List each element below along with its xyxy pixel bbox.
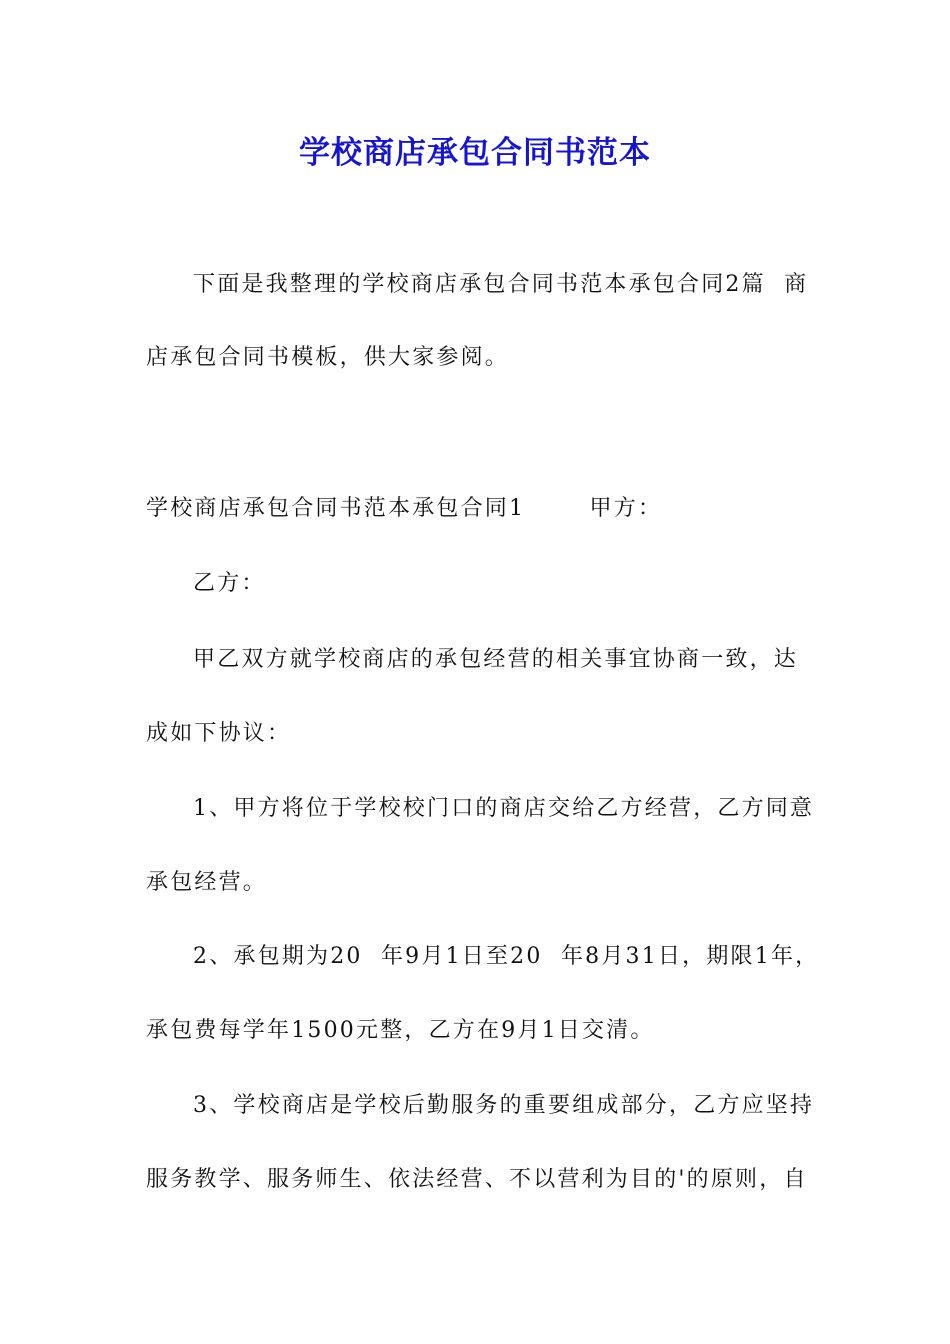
paragraph-line: 承包经营。: [146, 870, 268, 895]
paragraph-line: 服务教学、服务师生、依法经营、不以营利为目的'的原则，自: [146, 1167, 808, 1192]
section-heading-line: 学校商店承包合同书范本承包合同1 甲方：: [146, 496, 663, 521]
paragraph-line: 1、甲方将位于学校校门口的商店交给乙方经营，乙方同意: [193, 796, 815, 821]
document-title: 学校商店承包合同书范本: [299, 135, 651, 171]
paragraph-line: 甲乙双方就学校商店的承包经营的相关事宜协商一致，达: [193, 647, 799, 672]
paragraph-line: 乙方：: [193, 571, 266, 596]
paragraph-line: 下面是我整理的学校商店承包合同书范本承包合同2篇 商: [193, 272, 809, 297]
paragraph-line: 店承包合同书模板，供大家参阅。: [146, 345, 510, 370]
paragraph-line: 承包费每学年1500元整，乙方在9月1日交清。: [146, 1018, 655, 1043]
paragraph-line: 成如下协议：: [146, 721, 292, 746]
paragraph-line: 2、承包期为20 年9月1日至20 年8月31日，期限1年，: [193, 944, 820, 969]
paragraph-line: 3、学校商店是学校后勤服务的重要组成部分，乙方应坚持: [193, 1093, 815, 1118]
